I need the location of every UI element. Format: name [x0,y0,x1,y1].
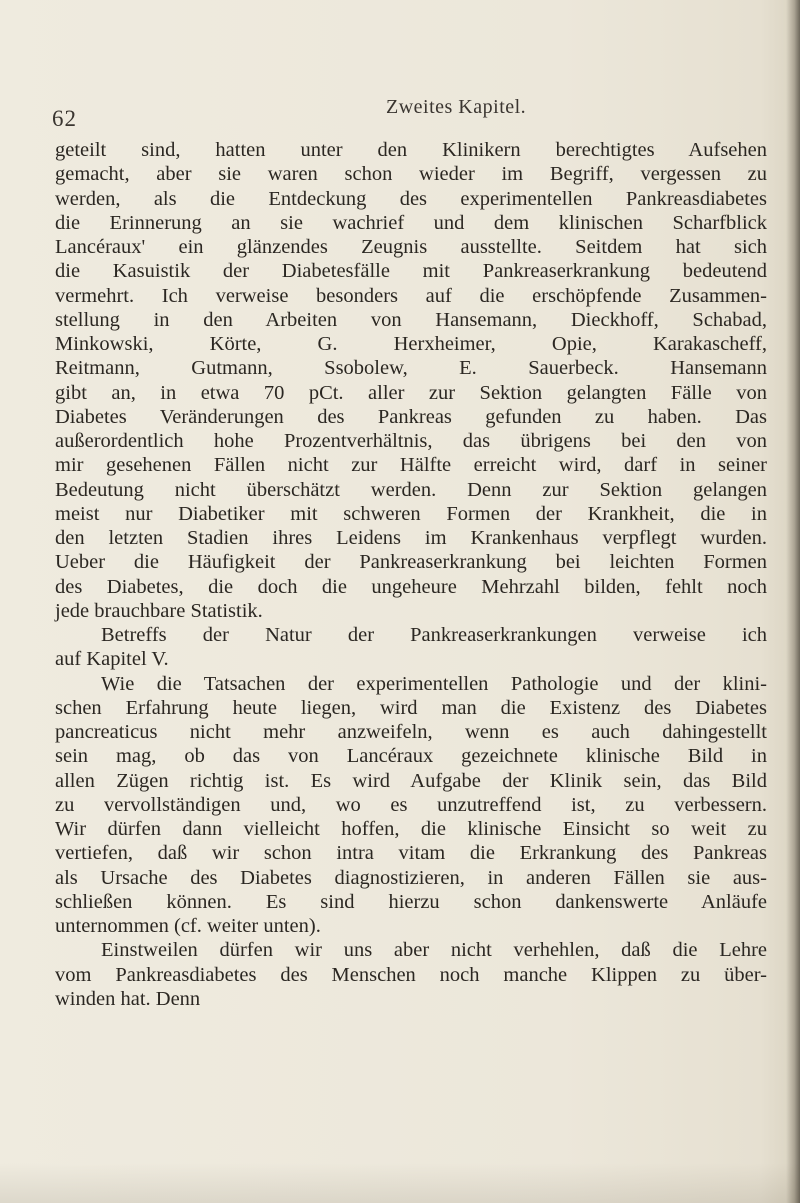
text-line: gibt an, in etwa 70 pCt. aller zur Sektion gelangten Fälle von [55,381,767,404]
text-line: allen Zügen richtig ist. Es wird Aufgabe der Klinik sein, das Bild [55,769,767,792]
text-line-paragraph-start: Einstweilen dürfen wir uns aber nicht verhehlen, daß die Lehre [101,939,767,962]
text-line: die Erinnerung an sie wachrief und dem klinischen Scharfblick [55,211,767,234]
page-edge-shadow [786,0,800,1203]
text-line: Lancéraux' ein glänzendes Zeugnis ausstellte. Seitdem hat sich [55,236,767,258]
text-line: gemacht, aber sie waren schon wieder im Begriff, vergessen zu [55,163,767,186]
text-line: pancreaticus nicht mehr anzweifeln, wenn es auch dahingestellt [55,721,767,743]
text-line: Diabetes Veränderungen des Pankreas gefunden zu haben. Das [55,405,767,428]
page-header [52,96,772,131]
text-line: mir gesehenen Fällen nicht zur Hälfte erreicht wird, darf in seiner [55,454,767,477]
text-line: meist nur Diabetiker mit schweren Formen der Krankheit, die in [55,502,767,525]
text-line-paragraph-start: Betreffs der Natur der Pankreaserkrankungen verweise ich [101,624,767,646]
page-bottom-shade [0,1163,800,1203]
running-title: Zweites Kapitel. [386,96,527,118]
text-line-paragraph-end: winden hat. Denn [55,987,201,1010]
text-line: Reitmann, Gutmann, Ssobolew, E. Sauerbeck. Hansemann [55,357,767,380]
text-line: zu vervollständigen und, wo es unzutreffend ist, zu verbessern. [55,793,767,816]
text-line-paragraph-end: auf Kapitel V. [55,648,169,671]
text-line: vermehrt. Ich verweise besonders auf die erschöpfende Zusammen- [55,284,767,307]
body-text [55,138,767,1011]
text-line: sein mag, ob das von Lancéraux gezeichnete klinische Bild in [55,745,767,768]
text-line: außerordentlich hohe Prozentverhältnis, das übrigens bei den von [55,430,767,452]
text-line: schen Erfahrung heute liegen, wird man die Existenz des Diabetes [55,696,767,719]
text-line: die Kasuistik der Diabetesfälle mit Pankreaserkrankung bedeutend [55,260,767,283]
text-line: Ueber die Häufigkeit der Pankreaserkrankung bei leichten Formen [55,551,767,574]
text-line: Minkowski, Körte, G. Herxheimer, Opie, Karakascheff, [55,333,767,355]
text-line: vertiefen, daß wir schon intra vitam die Erkrankung des Pankreas [55,842,767,865]
text-line-paragraph-end: jede brauchbare Statistik. [55,599,263,622]
text-line: stellung in den Arbeiten von Hansemann, Dieckhoff, Schabad, [55,308,767,331]
text-line: werden, als die Entdeckung des experimentellen Pankreasdiabetes [55,187,767,210]
text-line: als Ursache des Diabetes diagnostizieren, in anderen Fällen sie aus- [55,866,767,889]
text-line: Bedeutung nicht überschätzt werden. Denn zur Sektion gelangen [55,478,767,501]
text-line: schließen können. Es sind hierzu schon dankenswerte Anläufe [55,890,767,913]
text-line-paragraph-end: unternommen (cf. weiter unten). [55,915,321,937]
page-number: 62 [52,106,77,131]
text-line: den letzten Stadien ihres Leidens im Krankenhaus verpflegt wurden. [55,527,767,549]
text-line: des Diabetes, die doch die ungeheure Mehrzahl bilden, fehlt noch [55,575,767,598]
text-line-paragraph-start: Wie die Tatsachen der experimentellen Pathologie und der klini- [101,672,767,695]
text-line: vom Pankreasdiabetes des Menschen noch manche Klippen zu über- [55,963,767,986]
text-line: geteilt sind, hatten unter den Klinikern berechtigtes Aufsehen [55,139,767,161]
text-line: Wir dürfen dann vielleicht hoffen, die klinische Einsicht so weit zu [55,818,767,840]
